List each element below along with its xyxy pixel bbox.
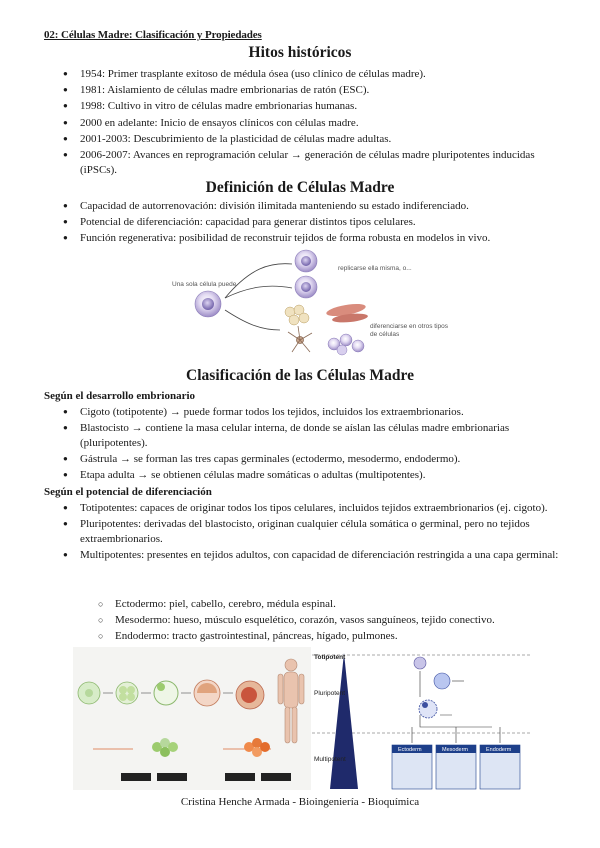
- column-endoderm: Endoderm: [486, 747, 512, 753]
- endoderm-box: [480, 745, 520, 789]
- hitos-list: [80, 67, 560, 179]
- page-footer: Cristina Henche Armada - Bioingeniería - Bioquímica: [180, 796, 420, 808]
- figure-label-replicate: replicarse ella misma, o...: [338, 265, 412, 272]
- list-item: ● 2000 en adelante: Inicio de ensayos clínicos con células madre.: [80, 116, 560, 131]
- list-item: ● 1998: Cultivo in vitro de células madre embrionarias humanas.: [80, 99, 560, 114]
- list-item: ● 2006-2007: Avances en reprogramación celular → generación de células madre pluripotentes inducidas (iPSCs).: [80, 148, 560, 177]
- list-item: ● Pluripotentes: derivadas del blastocisto, originan cualquier célula somática o germinal, pero no tejidos extraembrionarios.: [80, 517, 560, 546]
- zygote-icon: [414, 657, 426, 669]
- document-title: 02: Células Madre: Clasificación y Propiedades: [44, 29, 262, 41]
- list-item: ○ Mesodermo: hueso, músculo esquelético, corazón, vasos sanguíneos, tejido conectivo.: [115, 613, 555, 628]
- list-item: ● Potencial de diferenciación: capacidad para generar distintos tipos celulares.: [80, 215, 560, 230]
- stem-cell-icon: [195, 291, 221, 317]
- fetus-icon: [236, 681, 264, 709]
- potency-pyramid-figure: [312, 645, 530, 791]
- definicion-list: [80, 199, 560, 248]
- desarrollo-list: [80, 405, 560, 484]
- blastocyst-icon: [154, 681, 178, 705]
- column-mesoderm: Mesoderm: [442, 747, 468, 753]
- muscle-cell-icon: [325, 302, 368, 324]
- germ-layer-list: [115, 597, 555, 646]
- embryonic-development-figure: [73, 647, 311, 790]
- list-item: ● Etapa adulta → se obtienen células madre somáticas o adultas (multipotentes).: [80, 468, 560, 483]
- list-item: ● Gástrula → se forman las tres capas germinales (ectodermo, mesodermo, endodermo).: [80, 452, 560, 467]
- list-item: ○ Ectodermo: piel, cabello, cerebro, médula espinal.: [115, 597, 555, 612]
- list-item: ● Función regenerativa: posibilidad de reconstruir tejidos de forma robusta en modelos in vivo.: [80, 231, 560, 246]
- replicated-cell-icon: [295, 250, 317, 272]
- figure-label-differentiate-1: diferenciarse en otros tipos: [370, 323, 449, 330]
- blastocyst-icon: [419, 700, 437, 718]
- blood-cells-icon: [328, 334, 364, 355]
- list-item: ● Multipotentes: presentes en tejidos adultos, con capacidad de diferenciación restringida a una capa germinal:: [80, 548, 560, 563]
- neuron-icon: [288, 326, 312, 352]
- fat-cells-icon: [285, 305, 309, 325]
- column-ectoderm: Ectoderm: [398, 747, 422, 753]
- ectoderm-box: [392, 745, 432, 789]
- list-item: ● 1981: Aislamiento de células madre embrionarias de ratón (ESC).: [80, 83, 560, 98]
- embryo-icon: [194, 680, 220, 706]
- list-item: ● 1954: Primer trasplante exitoso de médula ósea (uso clínico de células madre).: [80, 67, 560, 82]
- arrow-icon: [225, 310, 280, 330]
- morula-icon: [116, 682, 138, 704]
- section-heading-definicion: Definición de Células Madre: [205, 179, 395, 196]
- embryo-cells-icon: [434, 673, 450, 689]
- list-item: ● Capacidad de autorrenovación: división ilimitada manteniendo su estado indiferenciado.: [80, 199, 560, 214]
- list-item: ● 2001-2003: Descubrimiento de la plasticidad de células madre adultas.: [80, 132, 560, 147]
- figure-label-differentiate-2: de células: [370, 331, 400, 338]
- list-item: ○ Endodermo: tracto gastrointestinal, páncreas, hígado, pulmones.: [115, 629, 555, 644]
- subheading-desarrollo: Según el desarrollo embrionario: [44, 390, 196, 402]
- section-heading-clasificacion: Clasificación de las Células Madre: [186, 367, 414, 384]
- section-heading-hitos: Hitos históricos: [248, 44, 352, 61]
- stem-cell-figure: [170, 248, 449, 358]
- list-item: ● Cigoto (totipotente) → puede formar todos los tejidos, incluidos los extraembrionarios.: [80, 405, 560, 420]
- subheading-potencial: Según el potencial de diferenciación: [44, 486, 212, 498]
- label-totipotent: Totipotent: [314, 654, 346, 661]
- replicated-cell-icon: [295, 276, 317, 298]
- potencial-list: [80, 501, 560, 564]
- label-pluripotent: Pluripotent: [314, 690, 346, 697]
- mesoderm-box: [436, 745, 476, 789]
- list-item: ● Blastocisto → contiene la masa celular interna, de donde se aíslan las células madre embrionarias (pluripotentes).: [80, 421, 560, 450]
- figure-label-one-cell: Una sola célula puede: [172, 281, 237, 288]
- list-item: ● Totipotentes: capaces de originar todos los tipos celulares, incluidos tejidos extraembrionarios (ej. cigoto).: [80, 501, 560, 516]
- zygote-icon: [78, 682, 100, 704]
- label-multipotent: Multipotent: [314, 756, 346, 763]
